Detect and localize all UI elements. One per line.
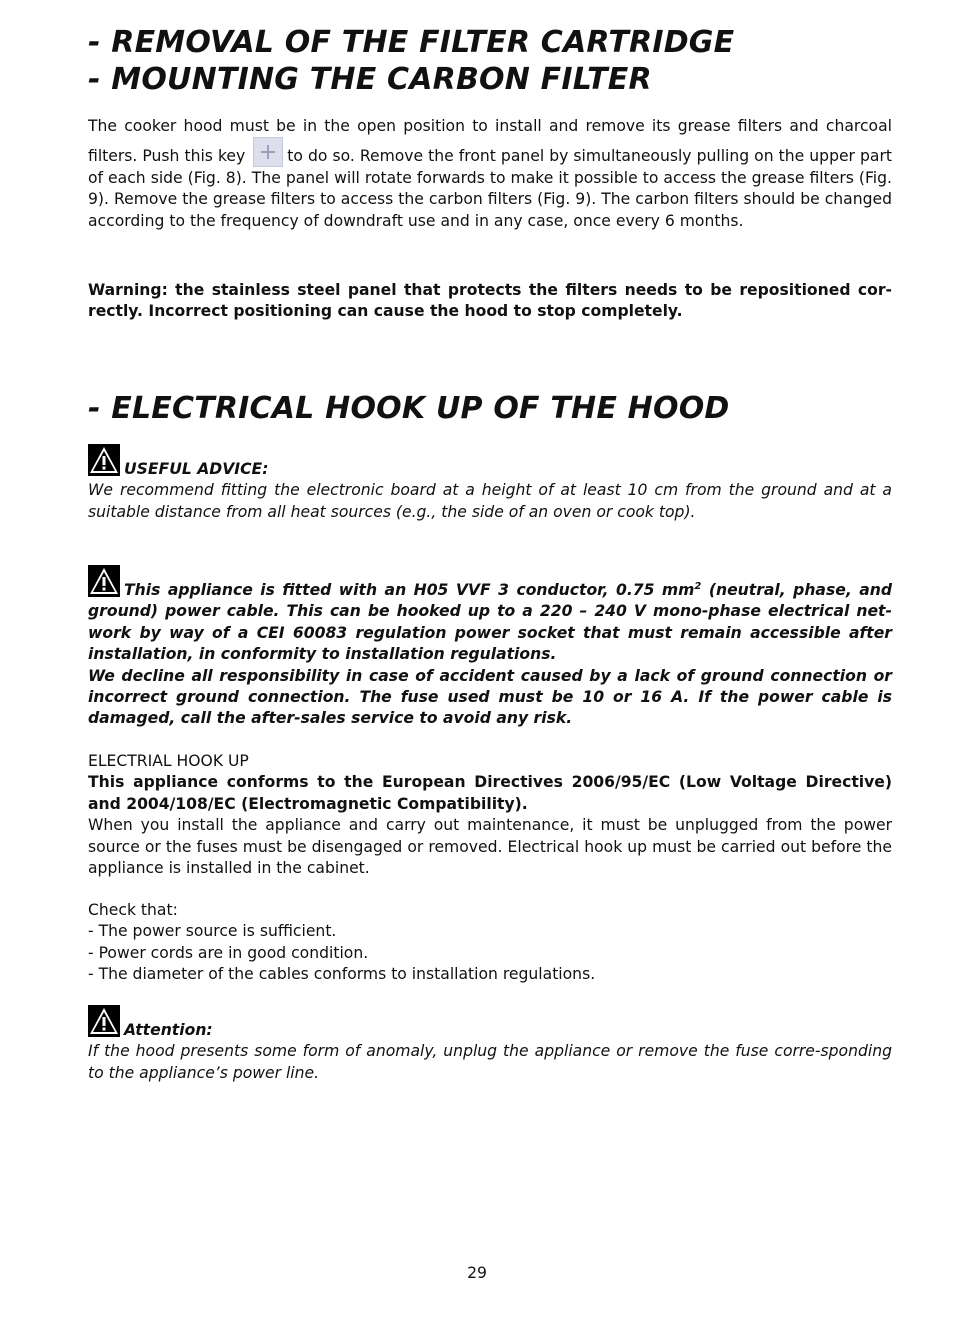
check-item: - Power cords are in good condition.	[88, 943, 369, 962]
filter-instructions	[88, 116, 892, 232]
filter-warning-text: Warning: the stainless steel panel that protects the filters needs to be repositioned cor-rectly. Incorrect positioning can cause the hood to stop completely.	[88, 281, 892, 321]
check-list	[88, 900, 892, 986]
check-item: - The diameter of the cables conforms to installation regulations.	[88, 965, 596, 984]
filter-warning	[88, 280, 892, 323]
heading-removal-filter: - REMOVAL OF THE FILTER CARTRIDGE	[88, 25, 735, 60]
warning-triangle-icon	[88, 444, 120, 476]
superscript-2: 2	[694, 580, 702, 592]
warning-triangle-icon	[88, 565, 120, 597]
cable-info	[88, 565, 892, 730]
filter-text-part1: The cooker hood must be in the open position to install and remove its grease filters and charcoal filters. Push this key	[88, 117, 892, 166]
cable-text-a: This appliance is fitted with an H05 VVF 3 conductor, 0.75 mm	[124, 581, 695, 599]
hookup-section	[88, 751, 892, 879]
heading-electrical-hookup: - ELECTRICAL HOOK UP OF THE HOOD	[88, 391, 730, 426]
hookup-title: ELECTRIAL HOOK UP	[88, 752, 249, 770]
attention-block	[88, 1005, 892, 1084]
heading-mounting-carbon: - MOUNTING THE CARBON FILTER	[88, 62, 652, 97]
cable-text-b: (neutral, phase, and ground) power cable. This can be hooked up to a 220 – 240 V mono-phase electrical net-work by way of a CEI 60083 regulation power socket that must remain accessible after installation, in conformity to installation regulations.	[88, 581, 892, 664]
attention-text: If the hood presents some form of anomaly, unplug the appliance or remove the fuse corre-sponding to the appliance’s power line.	[88, 1042, 892, 1082]
page-number: 29	[467, 1264, 487, 1282]
check-item: - The power source is sufficient.	[88, 922, 337, 941]
plus-key-icon	[253, 137, 283, 167]
useful-advice-text: We recommend fitting the electronic board at a height of at least 10 cm from the ground and at a suitable distance from all heat sources (e.g., the side of an oven or cook top).	[88, 481, 892, 521]
decline-text: We decline all responsibility in case of accident caused by a lack of ground connection or incorrect ground connection. The fuse used must be 10 or 16 A. If the power cable is damaged, call the after-sales service to avoid any risk.	[88, 666, 892, 728]
conforms-text: This appliance conforms to the European Directives 2006/95/EC (Low Voltage Directive) and 2004/108/EC (Electromagnetic Compatibility).	[88, 773, 892, 813]
check-title: Check that:	[88, 901, 178, 919]
useful-advice	[88, 444, 892, 523]
attention-title: Attention:	[124, 1021, 213, 1039]
filter-text-part2: to do so. Remove the front panel by simultaneously pulling on the upper part of each side (Fig. 8). The panel will rotate forwards to make it possible to access the grease filters (Fig. 9). Remove the grease filters to access the carbon filters (Fig. 9). The carbon filters should be changed according to the frequency of downdraft use and in any case, once every 6 months.	[88, 147, 892, 230]
install-text: When you install the appliance and carry out maintenance, it must be unplugged from the power source or the fuses must be disengaged or removed. Electrical hook up must be carried out before the appliance is installed in the cabinet.	[88, 816, 892, 878]
warning-triangle-icon	[88, 1005, 120, 1037]
useful-advice-title: USEFUL ADVICE:	[124, 460, 269, 478]
